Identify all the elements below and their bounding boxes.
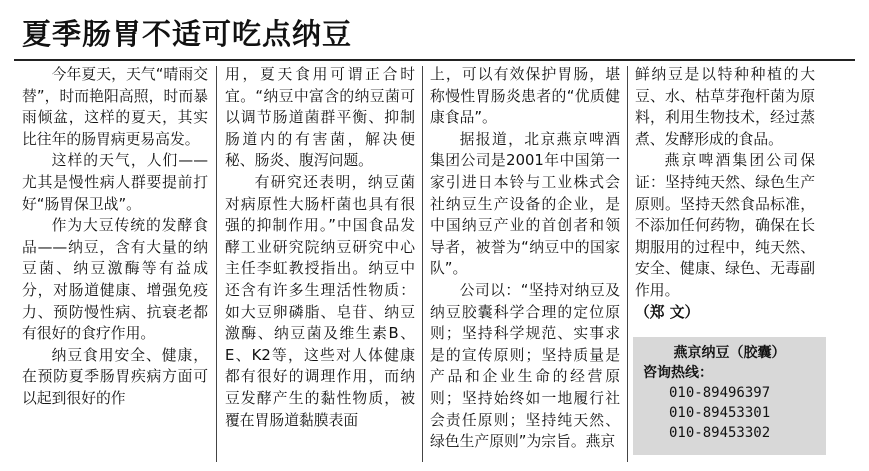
article-paragraph: 上，可以有效保护胃肠，堪称慢性胃肠炎患者的“优质健康食品”。 — [430, 66, 620, 127]
article-paragraph: 燕京啤酒集团公司保证：坚持纯天然、绿色生产原则。坚持天然食品标准，不添加任何药物，确保在长期服用的过程中，纯天然、安全、健康、绿色、无毒副作用。 — [635, 152, 815, 299]
article-column-2 — [225, 64, 415, 464]
ad-hotline-label: 咨询热线： — [643, 365, 713, 381]
article-paragraph: 用，夏天食用可谓正合时宜。“纳豆中富含的纳豆菌可以调节肠道菌群平衡、抑制肠道内的有害菌，解决便秘、肠炎、腹泻问题。 — [225, 66, 415, 170]
article-paragraph: 有研究还表明，纳豆菌对病原性大肠杆菌也具有很强的抑制作用。”中国食品发酵工业研究院纳豆研究中心主任李虹教授指出。纳豆中还含有许多生理活性物质：如大豆卵磷脂、皂苷、纳豆激酶、纳豆菌及维生素B、E、K2等，这些对人体健康都有很好的调理作用，而纳豆发酵产生的黏性物质，被覆在胃肠道黏膜表面 — [225, 173, 415, 429]
article-byline: （郑 文） — [635, 303, 700, 321]
ad-product-name: 燕京纳豆（胶囊） — [673, 345, 786, 361]
article-paragraph: 纳豆食用安全、健康，在预防夏季肠胃疾病方面可以起到很好的作 — [22, 346, 208, 407]
ad-phone-number: 010-89453302 — [669, 425, 771, 441]
column-divider — [422, 66, 423, 462]
article-column-1 — [22, 64, 208, 464]
article-paragraph: 这样的天气，人们——尤其是慢性病人群要提前打好“肠胃保卫战”。 — [22, 152, 208, 213]
article-paragraph: 鲜纳豆是以特种种植的大豆、水、枯草芽孢杆菌为原料，利用生物技术，经过蒸煮、发酵形成的食品。 — [635, 66, 815, 148]
article-paragraph: 公司以：“坚持对纳豆及纳豆胶囊科学合理的定位原则；坚持科学规范、实事求是的宣传原则；坚持质量是产品和企业生命的经营原则；坚持始终如一地履行社会责任原则；坚持纯天然、绿色生产原则”为宗旨。燕京 — [430, 281, 620, 451]
article-paragraph: 据报道，北京燕京啤酒集团公司是2001年中国第一家引进日本铃与工业株式会社纳豆生产设备的企业，是中国纳豆产业的首创者和领导者，被誉为“纳豆中的国家队”。 — [430, 130, 620, 278]
ad-phone-number: 010-89496397 — [669, 385, 771, 401]
advertisement-box — [633, 337, 826, 455]
article-paragraph: 作为大豆传统的发酵食品——纳豆，含有大量的纳豆菌、纳豆激酶等有益成分，对肠道健康、增强免疫力、预防慢性病、抗衰老都有很好的食疗作用。 — [22, 217, 208, 343]
headline-rule — [14, 59, 855, 61]
column-divider — [627, 66, 628, 462]
article-column-3 — [430, 64, 620, 464]
column-divider — [216, 66, 217, 462]
article-paragraph: 今年夏天，天气“晴雨交替”，时而艳阳高照，时而暴雨倾盆，这样的夏天，其实比往年的肠胃病更易高发。 — [22, 66, 208, 148]
ad-phone-number: 010-89453301 — [669, 405, 771, 421]
article-headline: 夏季肠胃不适可吃点纳豆 — [22, 17, 353, 51]
